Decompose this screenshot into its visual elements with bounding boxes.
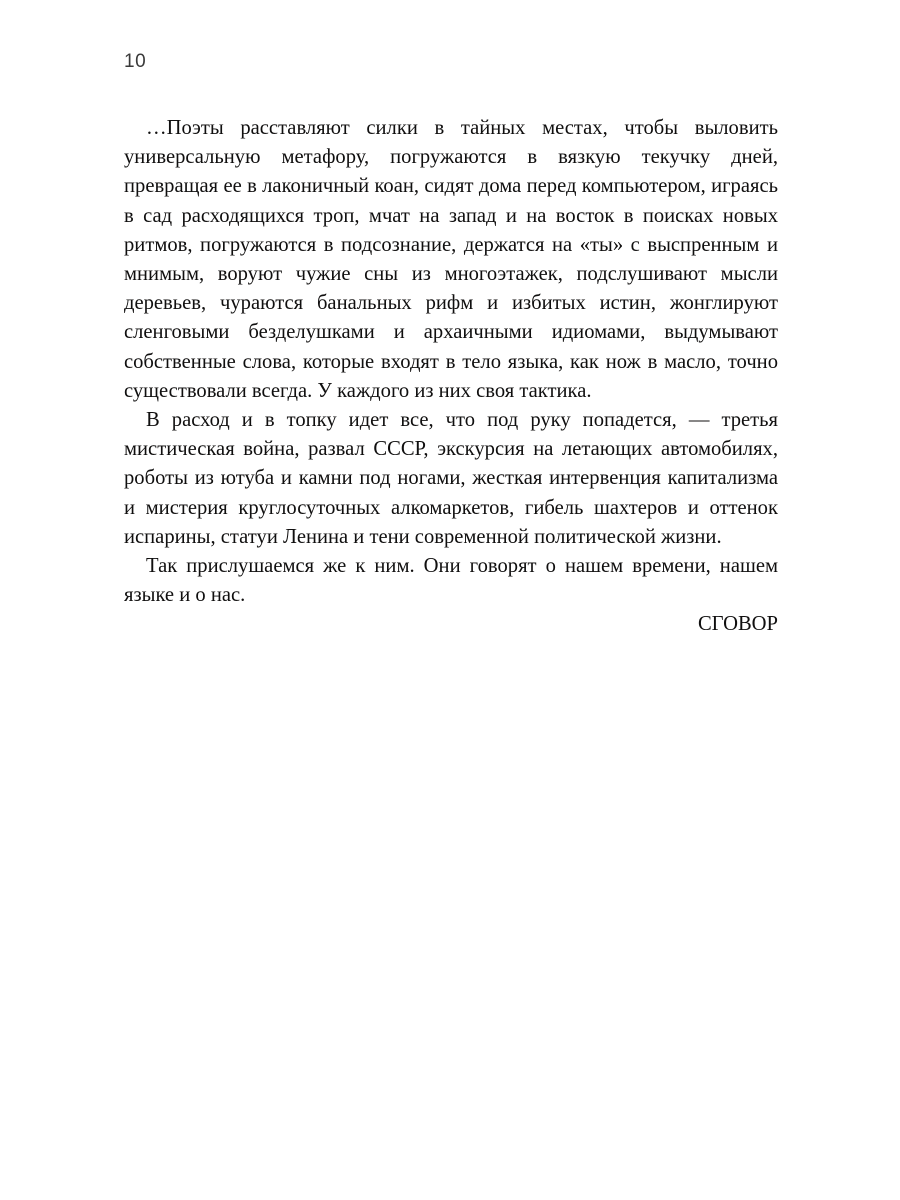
paragraph-3: Так прислушаемся же к ним. Они говорят о нашем времени, нашем языке и о нас.	[124, 555, 778, 607]
body-text-block	[124, 114, 778, 640]
section-signature: СГОВОР	[697, 613, 778, 636]
page-number: 10	[124, 51, 147, 72]
paragraph-1: …Поэты расставляют силки в тайных местах, чтобы выловить универсальную метафору, погружаются в вязкую текучку дней, превращая ее в лаконичный коан, сидят дома перед компьютером, играясь в сад расходящихся троп, мчат на запад и на восток в поисках новых ритмов, погружаются в подсознание, держатся на «ты» с выспренным и мнимым, воруют чужие сны из многоэтажек, подслушивают мысли деревьев, чураются банальных рифм и избитых истин, жонглируют сленговыми безделушками и архаичными идиомами, выдумывают собственные слова, которые входят в тело языка, как нож в масло, точно существовали всегда. У каждого из них своя тактика.	[124, 117, 778, 402]
paragraph-2: В расход и в топку идет все, что под руку попадется, — третья мистическая война, развал СССР, экскурсия на летающих автомобилях, роботы из ютуба и камни под ногами, жесткая интервенция капитализма и мистерия круглосуточных алкомаркетов, гибель шахтеров и оттенок испарины, статуи Ленина и тени современной политической жизни.	[124, 409, 778, 548]
